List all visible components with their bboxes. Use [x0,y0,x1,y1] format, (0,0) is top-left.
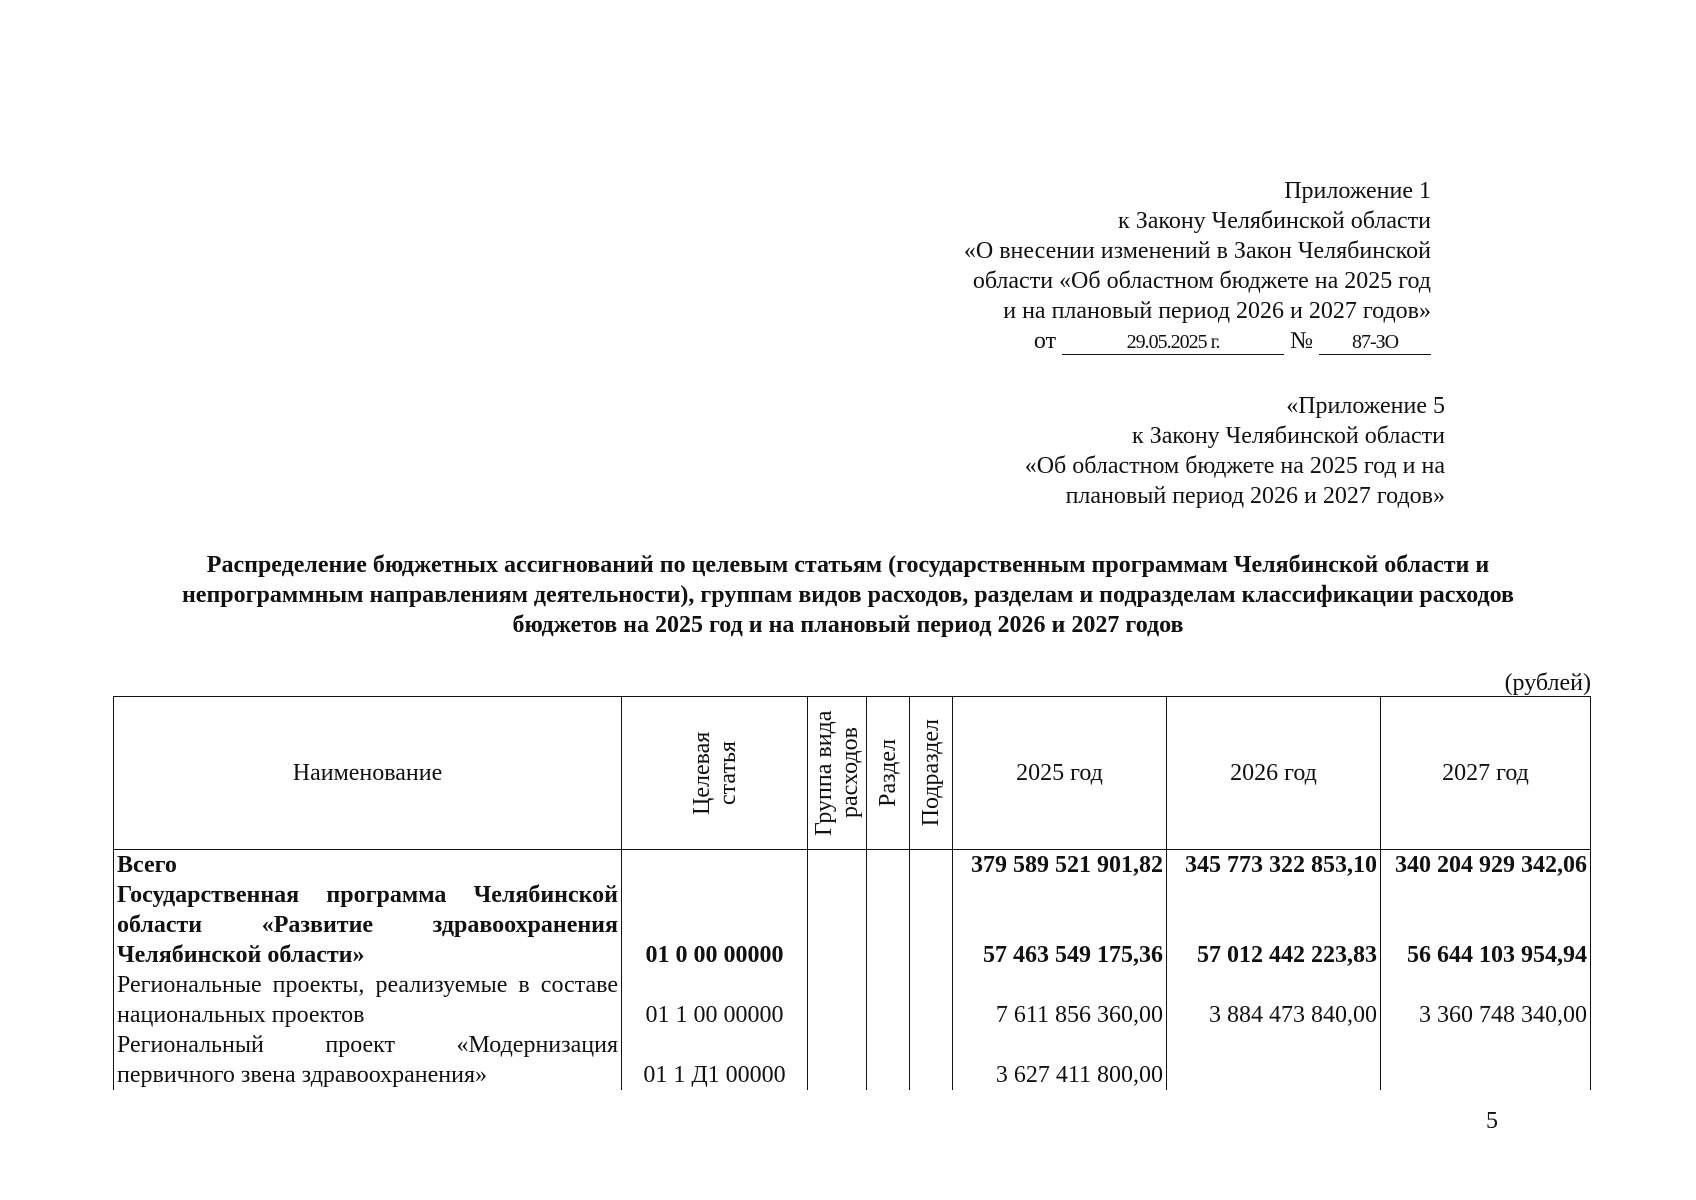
row-expense-group [808,880,867,970]
law-signature-line [964,326,1431,356]
table-header-row [114,697,1591,850]
header-expense-group [808,697,867,850]
original-appendix-header [1025,391,1445,511]
row-expense-group [808,970,867,1030]
date-prefix: от [1033,328,1057,354]
row-name: Всего [114,850,622,881]
header-section-label: Раздел [875,739,901,807]
document-title-line: Распределение бюджетных ассигнований по целевым статьям (государственным программам Челябинской области и [206,552,1490,578]
row-amount-2026: 345 773 322 853,10 [1167,850,1381,881]
table-row [114,970,1591,1030]
header-target-article-label: Целевая статья [688,731,741,815]
row-amount-2027: 340 204 929 342,06 [1381,850,1591,881]
row-amount-2027: 56 644 103 954,94 [1381,880,1591,970]
header-subsection-label: Подраздел [918,719,944,827]
row-amount-2025: 7 611 856 360,00 [953,970,1167,1030]
row-expense-group [808,1030,867,1090]
units-label: (рублей) [1504,670,1591,696]
row-name: Региональный проект «Модернизация первичного звена здравоохранения» [114,1030,622,1090]
row-subsection [910,970,953,1030]
header-2027: 2027 год [1381,697,1591,850]
row-subsection [910,880,953,970]
row-amount-2027: 3 360 748 340,00 [1381,970,1591,1030]
budget-table [113,696,1591,1090]
appendix-header-line: «О внесении изменений в Закон Челябинской [963,238,1431,264]
row-expense-group [808,850,867,881]
appendix-header [964,176,1431,356]
document-title [100,550,1596,640]
law-date: 29.05.2025 г. [1062,330,1284,355]
row-amount-2026: 3 884 473 840,00 [1167,970,1381,1030]
original-appendix-line: к Закону Челябинской области [1132,423,1445,449]
page-number: 5 [1486,1108,1498,1134]
original-appendix-line: «Приложение 5 [1286,393,1445,419]
table-row [114,1030,1591,1090]
appendix-header-line: к Закону Челябинской области [1118,208,1431,234]
row-section [867,1030,910,1090]
law-number: 87-ЗО [1319,330,1431,355]
row-amount-2025: 379 589 521 901,82 [953,850,1167,881]
row-target-article [622,850,808,881]
row-amount-2025: 3 627 411 800,00 [953,1030,1167,1090]
row-section [867,880,910,970]
row-subsection [910,1030,953,1090]
header-section [867,697,910,850]
row-section [867,970,910,1030]
header-2025: 2025 год [953,697,1167,850]
number-prefix: № [1290,328,1313,354]
header-name: Наименование [114,697,622,850]
header-target-article [622,697,808,850]
row-target-article: 01 1 00 00000 [622,970,808,1030]
table-row [114,850,1591,881]
row-target-article: 01 0 00 00000 [622,880,808,970]
row-section [867,850,910,881]
appendix-header-line: Приложение 1 [1284,178,1431,204]
appendix-header-line: области «Об областном бюджете на 2025 год [972,268,1431,294]
table-row [114,880,1591,970]
row-name: Региональные проекты, реализуемые в составе национальных проектов [114,970,622,1030]
original-appendix-line: «Об областном бюджете на 2025 год и на [1024,453,1445,479]
row-name: Государственная программа Челябинской области «Развитие здравоохранения Челябинской области» [114,880,622,970]
original-appendix-line: плановый период 2026 и 2027 годов» [1065,483,1445,509]
row-amount-2025: 57 463 549 175,36 [953,880,1167,970]
row-amount-2026: 57 012 442 223,83 [1167,880,1381,970]
header-2026: 2026 год [1167,697,1381,850]
row-target-article: 01 1 Д1 00000 [622,1030,808,1090]
row-amount-2027 [1381,1030,1591,1090]
document-title-line: бюджетов на 2025 год и на плановый период 2026 и 2027 годов [512,612,1184,638]
header-subsection [910,697,953,850]
row-subsection [910,850,953,881]
document-title-line: непрограммным направлениям деятельности), группам видов расходов, разделам и подразделам классификации расходов [181,582,1515,608]
header-expense-group-label: Группа вида расходов [811,710,863,836]
appendix-header-line: и на плановый период 2026 и 2027 годов» [1003,298,1431,324]
row-amount-2026 [1167,1030,1381,1090]
